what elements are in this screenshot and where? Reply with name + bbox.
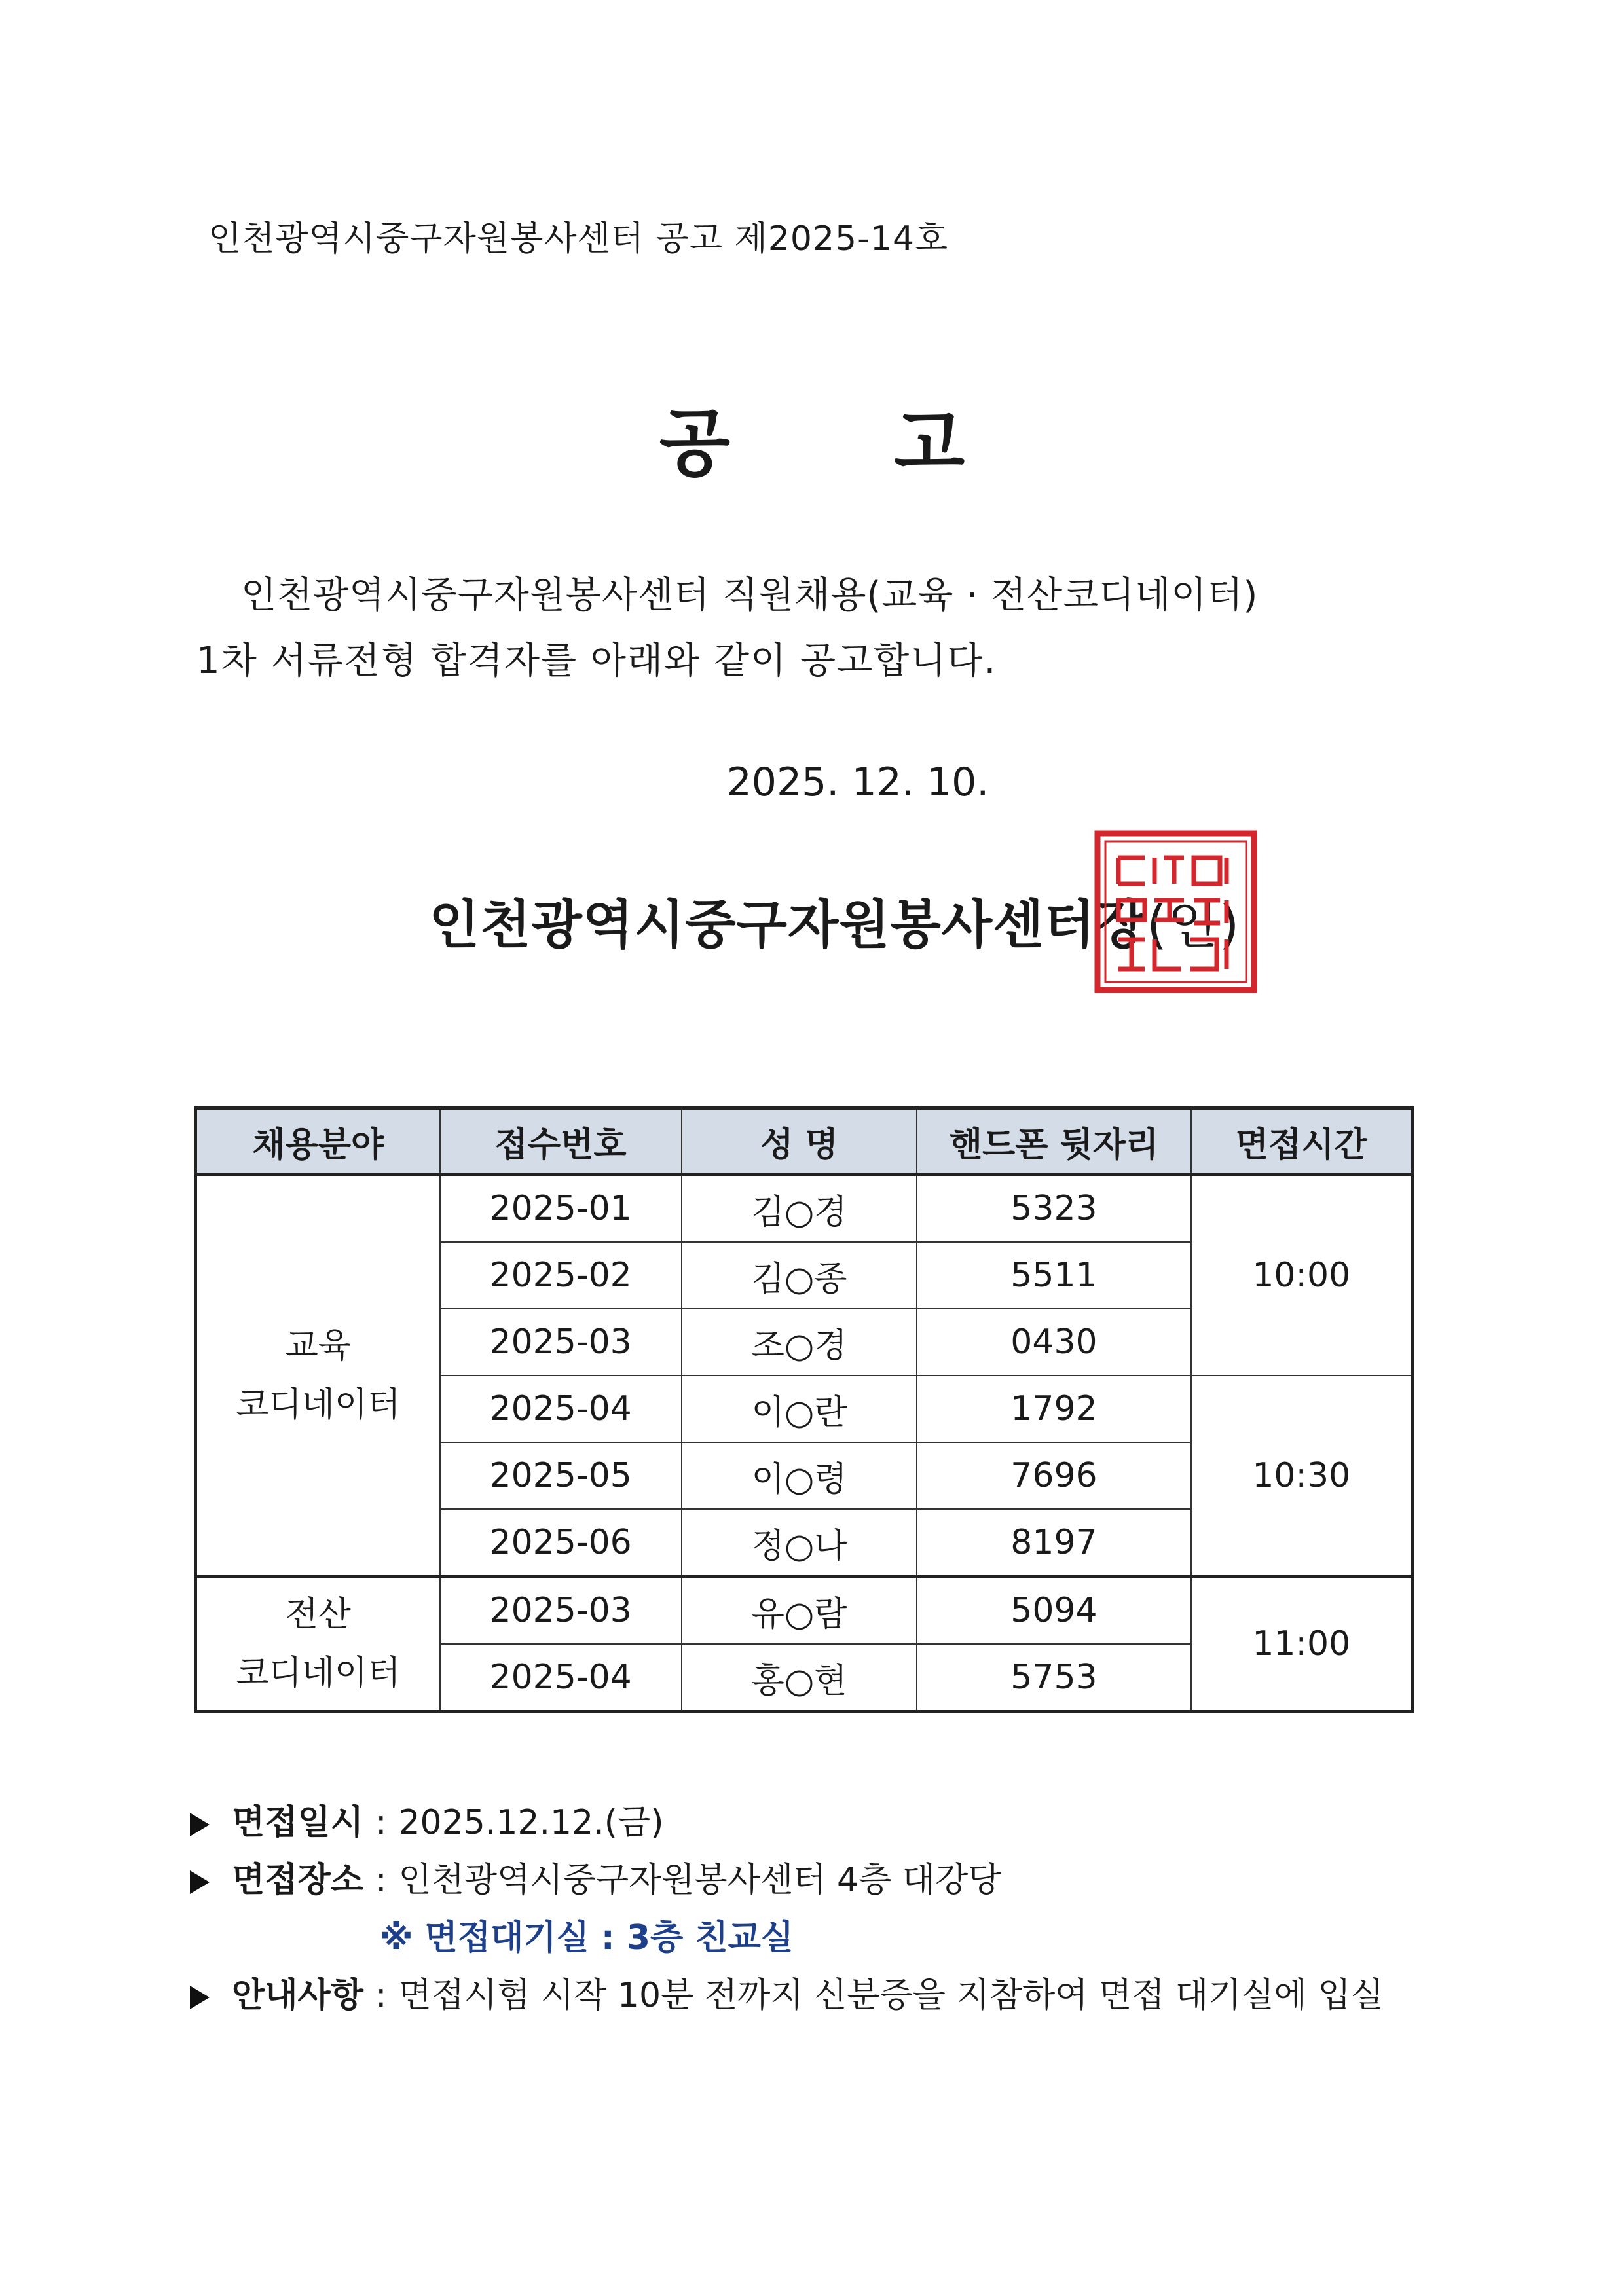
interview-time-cell: 11:00 [1191, 1576, 1413, 1712]
receipt-no-cell: 2025-06 [440, 1509, 682, 1576]
receipt-no-cell: 2025-05 [440, 1442, 682, 1509]
separator: : [375, 1861, 387, 1900]
col-header-name: 성 명 [682, 1108, 917, 1175]
phone-cell: 7696 [917, 1442, 1190, 1509]
guide-label: 안내사항 [232, 1976, 363, 2015]
phone-cell: 5323 [917, 1175, 1190, 1243]
col-header-phone: 핸드폰 뒷자리 [917, 1108, 1190, 1175]
field-cell-computing [196, 1576, 440, 1712]
name-cell: 김○종 [682, 1242, 917, 1309]
receipt-no-cell: 2025-03 [440, 1576, 682, 1644]
phone-cell: 5094 [917, 1576, 1190, 1644]
interview-date-value: 2025.12.12.(금) [398, 1803, 664, 1842]
separator: : [375, 1803, 387, 1842]
issuer-seal-mark: (인) [1146, 894, 1240, 955]
phone-cell: 8197 [917, 1509, 1190, 1576]
interview-time-cell: 10:00 [1191, 1175, 1413, 1376]
name-cell: 정○나 [682, 1509, 917, 1576]
triangle-right-icon [190, 1986, 210, 2009]
body-line-1: 인천광역시중구자원봉사센터 직원채용(교육 · 전산코디네이터) [241, 574, 1259, 617]
page-title [0, 385, 1624, 490]
receipt-no-cell: 2025-04 [440, 1644, 682, 1712]
issuer-name: 인천광역시중구자원봉사센터장 [429, 894, 1147, 955]
announcement-body [196, 563, 1258, 694]
field-cell-education [196, 1175, 440, 1577]
interview-date-label: 면접일시 [232, 1803, 363, 1842]
col-header-interview-time: 면접시간 [1191, 1108, 1413, 1175]
waiting-room-note: ※ 면접대기실 : 3층 친교실 [380, 1918, 794, 1958]
seal-text: 인천광역시중구자원봉사센터장인 [1176, 992, 1186, 993]
name-cell: 이○란 [682, 1376, 917, 1442]
receipt-no-cell: 2025-02 [440, 1242, 682, 1309]
name-cell: 유○람 [682, 1576, 917, 1644]
results-table [194, 1106, 1414, 1713]
field-line: 코디네이터 [236, 1654, 401, 1693]
receipt-no-cell: 2025-03 [440, 1309, 682, 1376]
guide-value: 면접시험 시작 10분 전까지 신분증을 지참하여 면접 대기실에 입실 [398, 1976, 1384, 2015]
interview-place-line [190, 1851, 1384, 1909]
interview-place-value: 인천광역시중구자원봉사센터 4층 대강당 [398, 1861, 1001, 1900]
phone-cell: 5511 [917, 1242, 1190, 1309]
field-line: 전산 [285, 1595, 352, 1634]
title-char-1: 공 [659, 401, 730, 486]
name-cell: 홍○현 [682, 1644, 917, 1712]
interview-place-label: 면접장소 [232, 1861, 363, 1900]
receipt-no-cell: 2025-04 [440, 1376, 682, 1442]
interview-info [190, 1794, 1384, 2024]
table-header-row [196, 1108, 1413, 1175]
name-cell: 김○경 [682, 1175, 917, 1243]
notice-number: 인천광역시중구자원봉사센터 공고 제2025-14호 [208, 219, 949, 259]
body-line-2: 1차 서류전형 합격자를 아래와 같이 공고합니다. [196, 640, 997, 682]
title-char-2: 고 [894, 401, 965, 486]
interview-time-cell: 10:30 [1191, 1376, 1413, 1576]
col-header-receipt-no: 접수번호 [440, 1108, 682, 1175]
name-cell: 이○령 [682, 1442, 917, 1509]
phone-cell: 1792 [917, 1376, 1190, 1442]
phone-cell: 5753 [917, 1644, 1190, 1712]
table-row [196, 1576, 1413, 1644]
guide-line [190, 1967, 1384, 2024]
triangle-right-icon [190, 1813, 210, 1836]
phone-cell: 0430 [917, 1309, 1190, 1376]
announcement-date: 2025. 12. 10. [726, 759, 989, 805]
separator: : [375, 1976, 387, 2015]
receipt-no-cell: 2025-01 [440, 1175, 682, 1243]
official-seal-icon [1092, 828, 1259, 995]
name-cell: 조○경 [682, 1309, 917, 1376]
triangle-right-icon [190, 1870, 210, 1894]
field-line: 코디네이터 [236, 1385, 401, 1425]
interview-date-line [190, 1794, 1384, 1851]
col-header-field: 채용분야 [196, 1108, 440, 1175]
table-row [196, 1175, 1413, 1243]
field-line: 교육 [285, 1326, 352, 1366]
